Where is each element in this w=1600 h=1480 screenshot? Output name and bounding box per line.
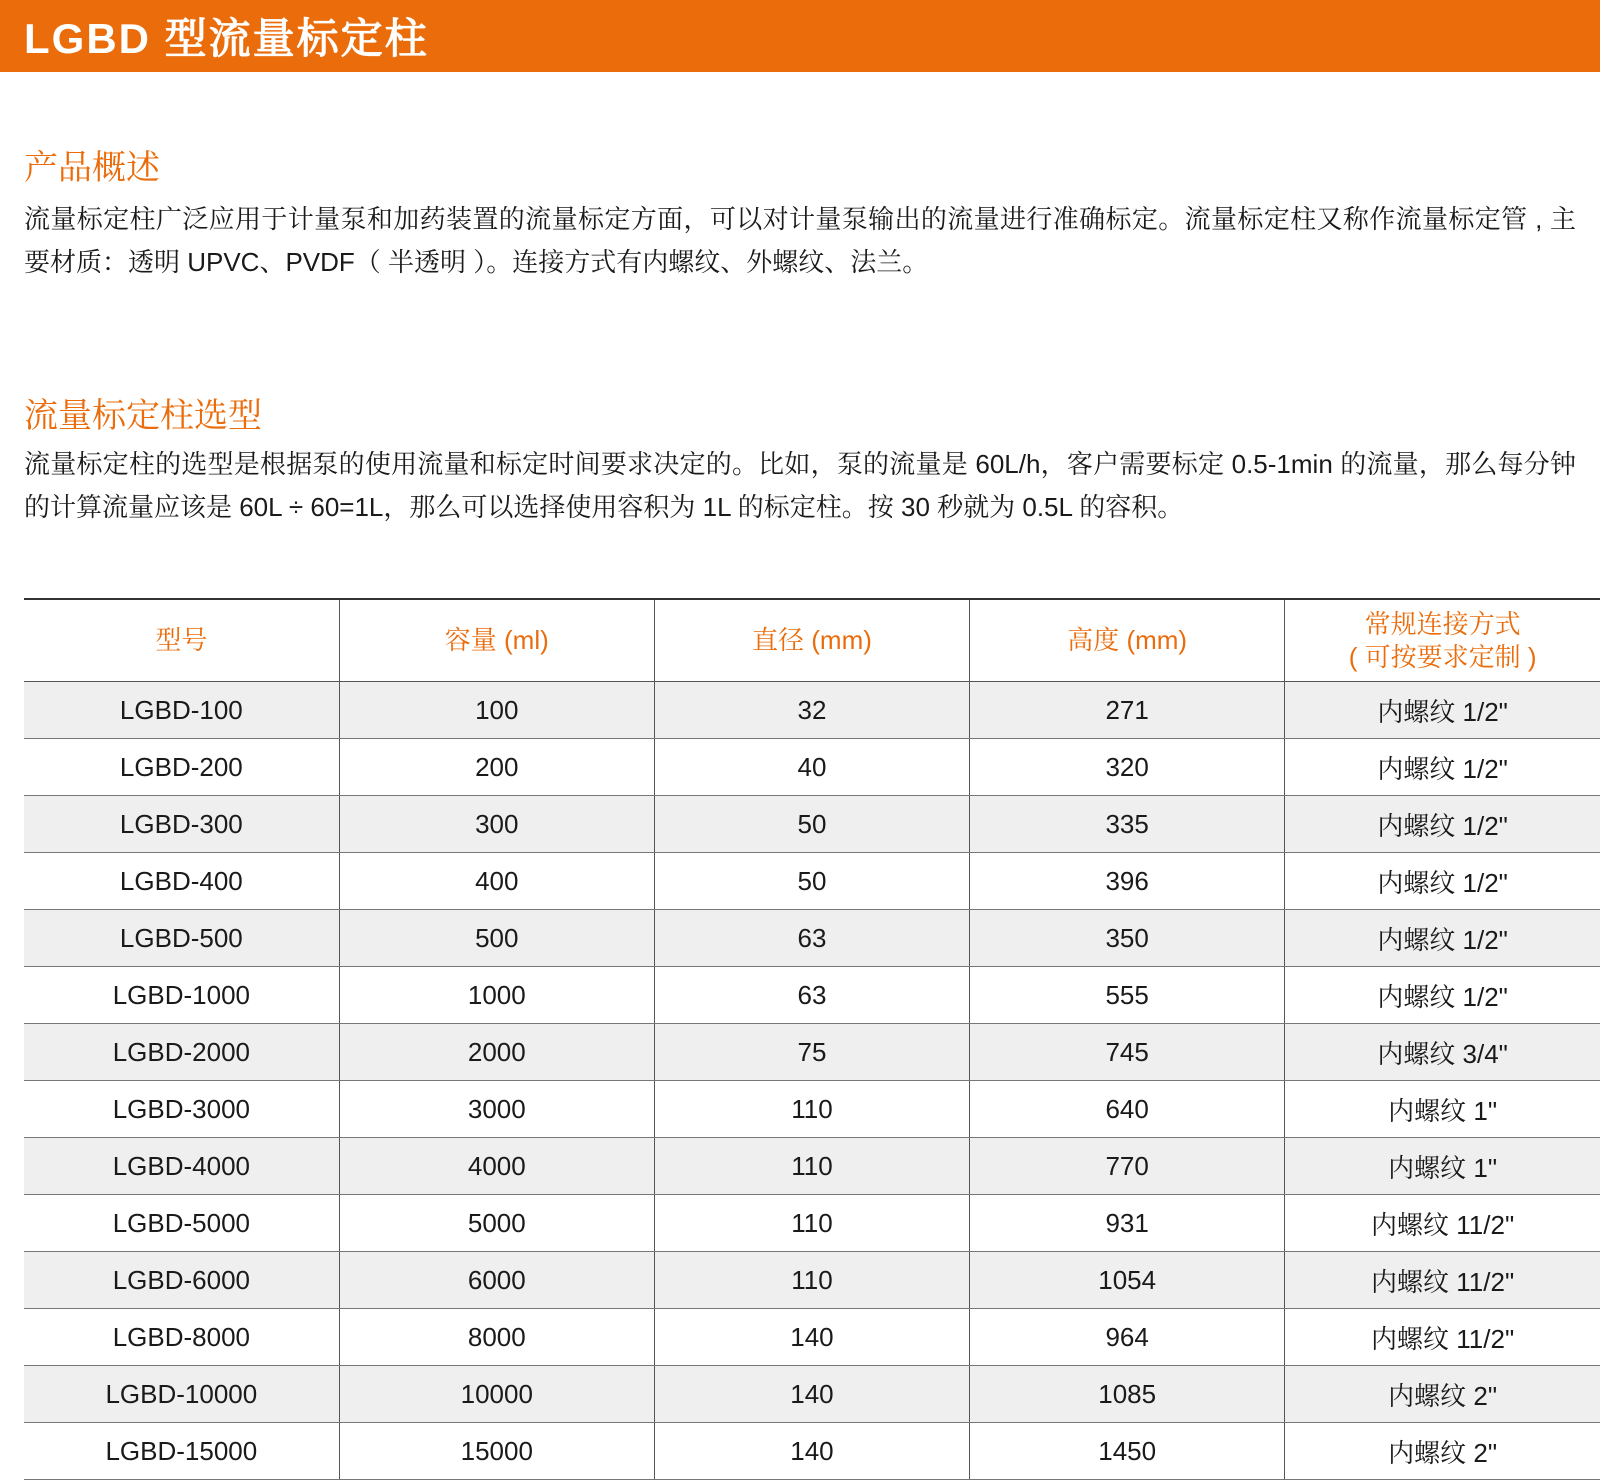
cell-capacity: 6000 xyxy=(339,1252,654,1309)
cell-diameter: 75 xyxy=(654,1024,969,1081)
cell-model: LGBD-2000 xyxy=(24,1024,339,1081)
cell-model: LGBD-15000 xyxy=(24,1423,339,1480)
cell-diameter: 32 xyxy=(654,682,969,739)
cell-connection: 内螺纹 11/2" xyxy=(1285,1252,1600,1309)
cell-model: LGBD-4000 xyxy=(24,1138,339,1195)
table-row xyxy=(24,1024,1600,1081)
cell-capacity: 5000 xyxy=(339,1195,654,1252)
cell-model: LGBD-500 xyxy=(24,910,339,967)
cell-height: 335 xyxy=(970,796,1285,853)
cell-diameter: 63 xyxy=(654,967,969,1024)
cell-capacity: 4000 xyxy=(339,1138,654,1195)
cell-model: LGBD-400 xyxy=(24,853,339,910)
table-header-row xyxy=(24,599,1600,682)
cell-height: 1054 xyxy=(970,1252,1285,1309)
cell-capacity: 1000 xyxy=(339,967,654,1024)
cell-height: 1085 xyxy=(970,1366,1285,1423)
table-row xyxy=(24,1252,1600,1309)
cell-model: LGBD-3000 xyxy=(24,1081,339,1138)
cell-height: 640 xyxy=(970,1081,1285,1138)
header-connection-line1: 常规连接方式 xyxy=(1364,608,1521,639)
cell-model: LGBD-5000 xyxy=(24,1195,339,1252)
cell-capacity: 8000 xyxy=(339,1309,654,1366)
table-row xyxy=(24,1366,1600,1423)
cell-height: 350 xyxy=(970,910,1285,967)
cell-height: 931 xyxy=(970,1195,1285,1252)
cell-connection: 内螺纹 1" xyxy=(1285,1138,1600,1195)
cell-capacity: 10000 xyxy=(339,1366,654,1423)
cell-connection: 内螺纹 2" xyxy=(1285,1366,1600,1423)
cell-capacity: 500 xyxy=(339,910,654,967)
cell-connection: 内螺纹 3/4" xyxy=(1285,1024,1600,1081)
cell-capacity: 15000 xyxy=(339,1423,654,1480)
table-row xyxy=(24,796,1600,853)
cell-model: LGBD-8000 xyxy=(24,1309,339,1366)
cell-diameter: 50 xyxy=(654,853,969,910)
cell-height: 1450 xyxy=(970,1423,1285,1480)
spec-table xyxy=(24,598,1600,1480)
cell-capacity: 400 xyxy=(339,853,654,910)
cell-connection: 内螺纹 11/2" xyxy=(1285,1195,1600,1252)
header-height: 高度 (mm) xyxy=(970,599,1285,682)
cell-connection: 内螺纹 1/2" xyxy=(1285,853,1600,910)
cell-model: LGBD-1000 xyxy=(24,967,339,1024)
cell-height: 396 xyxy=(970,853,1285,910)
cell-connection: 内螺纹 1" xyxy=(1285,1081,1600,1138)
cell-model: LGBD-300 xyxy=(24,796,339,853)
cell-height: 770 xyxy=(970,1138,1285,1195)
table-row xyxy=(24,1195,1600,1252)
cell-diameter: 140 xyxy=(654,1366,969,1423)
cell-height: 320 xyxy=(970,739,1285,796)
header-model: 型号 xyxy=(24,599,339,682)
overview-heading: 产品概述 xyxy=(24,149,160,187)
header-diameter: 直径 (mm) xyxy=(654,599,969,682)
cell-height: 745 xyxy=(970,1024,1285,1081)
table-row xyxy=(24,739,1600,796)
cell-connection: 内螺纹 11/2" xyxy=(1285,1309,1600,1366)
cell-capacity: 300 xyxy=(339,796,654,853)
table-row xyxy=(24,1081,1600,1138)
cell-capacity: 3000 xyxy=(339,1081,654,1138)
cell-connection: 内螺纹 1/2" xyxy=(1285,967,1600,1024)
cell-model: LGBD-10000 xyxy=(24,1366,339,1423)
cell-diameter: 140 xyxy=(654,1309,969,1366)
cell-connection: 内螺纹 1/2" xyxy=(1285,682,1600,739)
table-row xyxy=(24,1423,1600,1480)
cell-model: LGBD-200 xyxy=(24,739,339,796)
table-row xyxy=(24,967,1600,1024)
cell-connection: 内螺纹 1/2" xyxy=(1285,910,1600,967)
cell-model: LGBD-100 xyxy=(24,682,339,739)
table-row xyxy=(24,910,1600,967)
cell-diameter: 110 xyxy=(654,1081,969,1138)
header-connection xyxy=(1285,599,1600,682)
cell-capacity: 200 xyxy=(339,739,654,796)
cell-diameter: 50 xyxy=(654,796,969,853)
cell-model: LGBD-6000 xyxy=(24,1252,339,1309)
cell-diameter: 40 xyxy=(654,739,969,796)
cell-capacity: 2000 xyxy=(339,1024,654,1081)
title-banner xyxy=(0,0,1600,72)
cell-connection: 内螺纹 1/2" xyxy=(1285,796,1600,853)
table-row xyxy=(24,1138,1600,1195)
table-row xyxy=(24,853,1600,910)
table-row xyxy=(24,682,1600,739)
cell-diameter: 110 xyxy=(654,1252,969,1309)
cell-capacity: 100 xyxy=(339,682,654,739)
page-title: LGBD 型流量标定柱 xyxy=(24,15,429,62)
table-row xyxy=(24,1309,1600,1366)
header-connection-line2: ( 可按要求定制 ) xyxy=(1348,641,1537,672)
cell-height: 964 xyxy=(970,1309,1285,1366)
cell-diameter: 110 xyxy=(654,1138,969,1195)
overview-text: 流量标定柱广泛应用于计量泵和加药装置的流量标定方面，可以对计量泵输出的流量进行准确标定。流量标定柱又称作流量标定管 , 主要材质：透明 UPVC、PVDF（ 半透明 ）。连接方式有内螺纹、外螺纹、法兰。 xyxy=(24,204,1576,277)
cell-diameter: 63 xyxy=(654,910,969,967)
selection-heading: 流量标定柱选型 xyxy=(24,397,262,435)
cell-diameter: 140 xyxy=(654,1423,969,1480)
cell-diameter: 110 xyxy=(654,1195,969,1252)
selection-text: 流量标定柱的选型是根据泵的使用流量和标定时间要求决定的。比如，泵的流量是 60L/h，客户需要标定 0.5-1min 的流量，那么每分钟的计算流量应该是 60L ÷ 60=1L，那么可以选择使用容积为 1L 的标定柱。按 30 秒就为 0.5L 的容积。 xyxy=(24,449,1576,522)
table-body xyxy=(24,682,1600,1480)
cell-height: 555 xyxy=(970,967,1285,1024)
header-capacity: 容量 (ml) xyxy=(339,599,654,682)
cell-height: 271 xyxy=(970,682,1285,739)
cell-connection: 内螺纹 1/2" xyxy=(1285,739,1600,796)
cell-connection: 内螺纹 2" xyxy=(1285,1423,1600,1480)
